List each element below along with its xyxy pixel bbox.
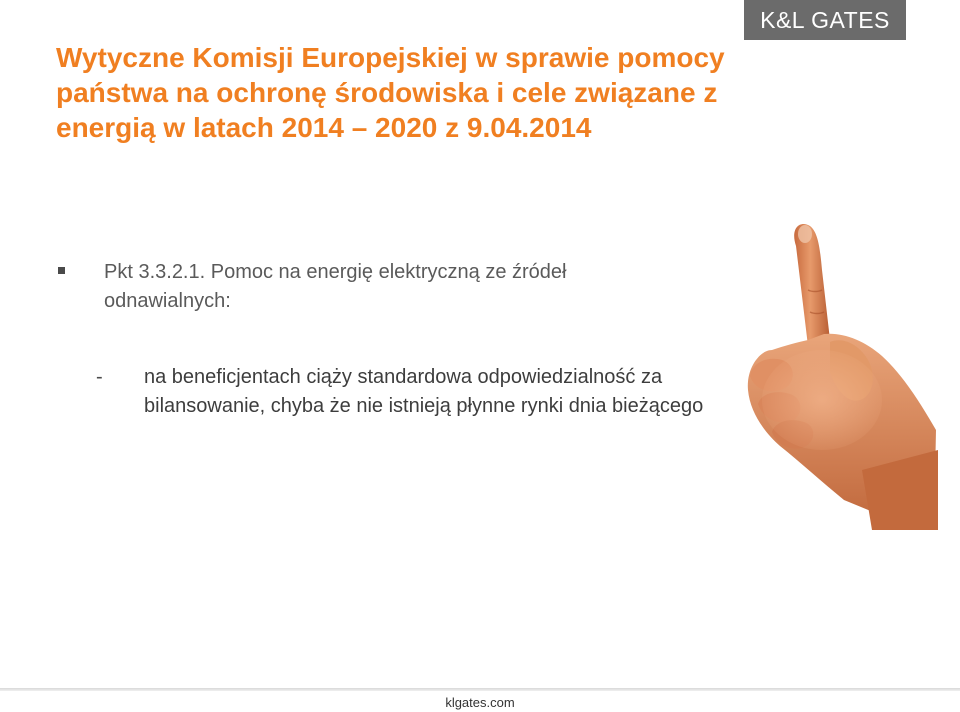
company-logo: K&L GATES <box>744 0 906 40</box>
footer-url: klgates.com <box>445 695 515 710</box>
slide-title: Wytyczne Komisji Europejskiej w sprawie pomocy państwa na ochronę środowiska i cele związane z energią w latach 2014 – 2020 z 9.04.2014 <box>56 42 725 143</box>
sub-point <box>96 363 724 421</box>
bullet-item <box>56 258 696 316</box>
bullet-list <box>56 258 696 316</box>
square-bullet-icon <box>58 267 65 274</box>
bullet-text: Pkt 3.3.2.1. Pomoc na energię elektryczną ze źródeł odnawialnych: <box>104 261 567 312</box>
dash-marker: - <box>96 366 103 388</box>
pointing-hand-image <box>712 200 938 530</box>
sub-point-text: na beneficjentach ciąży standardowa odpowiedzialność za bilansowanie, chyba że nie istnieją płynne rynki dnia bieżącego <box>144 366 704 417</box>
